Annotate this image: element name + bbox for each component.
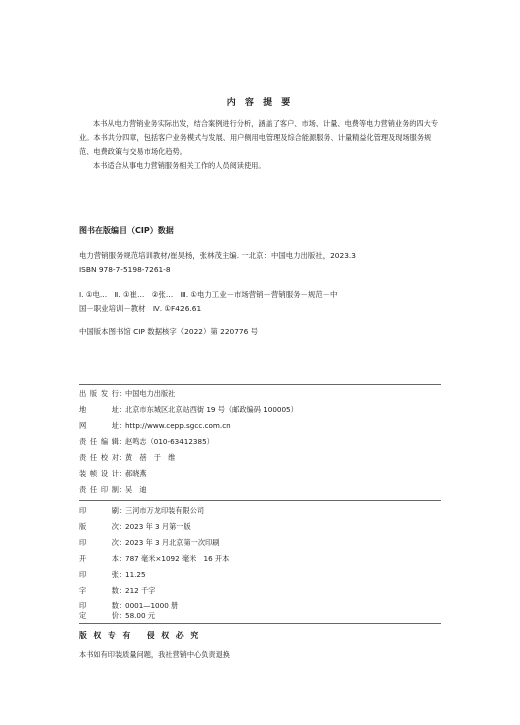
info-row: 出版发行：中国电力出版社 — [79, 389, 176, 398]
copyright-title: 版 权 专 有 侵 权 必 究 — [79, 631, 201, 640]
summary-title: 内 容 提 要 — [226, 98, 294, 108]
info-row: 地 址：北京市东城区北京站西街 19 号（邮政编码 100005） — [79, 405, 298, 414]
cip-record: 中国版本图书馆 CIP 数据核字（2022）第 220776 号 — [79, 327, 259, 336]
info-row: 印 数：0001—1000 册 — [79, 601, 179, 610]
cip-classification-cont: 国－职业培训－教材 Ⅳ. ①F426.61 — [79, 304, 202, 313]
info-row: 责任编辑：赵鸣志（010-63412385） — [79, 437, 214, 446]
summary-body — [79, 117, 441, 173]
info-row: 定 价：58.00 元 — [79, 611, 156, 620]
divider — [79, 384, 441, 385]
info-row: 责任印制：吴 迪 — [79, 485, 147, 494]
divider — [79, 623, 441, 624]
summary-paragraph: 本书适合从事电力营销服务相关工作的人员阅读使用。 — [93, 161, 266, 170]
cip-line: 电力营销服务规范培训教材/崔昊杨，张林茂主编. 一北京：中国电力出版社，2023.3 — [79, 251, 356, 260]
cip-classification: Ⅰ. ①电… Ⅱ. ①崔… ②张… Ⅲ. ①电力工业－市场营销－营销服务－规范－中 — [79, 290, 338, 299]
info-row: 印 刷：三河市万龙印装有限公司 — [79, 506, 205, 515]
info-row: 开 本：787 毫米×1092 毫米 16 开本 — [79, 554, 230, 563]
info-row: 版 次：2023 年 3 月第一版 — [79, 522, 191, 531]
info-row: 印 次：2023 年 3 月北京第一次印刷 — [79, 538, 220, 547]
summary-paragraph: 本书从电力营销业务实际出发，结合案例进行分析，涵盖了客户、市场、计量、电费等电力营销业务的四大专业。本书共分四章，包括客户业务模式与发展、用户侧用电管理及综合能源服务、计量精益化管理及现场服务规范、电费政策与交易市场化趋势。 — [79, 119, 439, 156]
info-row: 字 数：212 千字 — [79, 586, 156, 595]
info-row: 责任校对：黄 蓓 于 维 — [79, 453, 176, 462]
info-row: 网 址：http://www.cepp.sgcc.com.cn — [79, 421, 231, 430]
copyright-notice: 本书如有印装质量问题，我社营销中心负责退换 — [79, 650, 230, 659]
cip-title: 图书在版编目（CIP）数据 — [79, 226, 174, 235]
cip-isbn: ISBN 978-7-5198-7261-8 — [79, 265, 171, 274]
info-row: 印 张：11.25 — [79, 570, 146, 579]
info-row: 装帧设计：郝晓燕 — [79, 469, 147, 478]
divider — [79, 500, 441, 501]
